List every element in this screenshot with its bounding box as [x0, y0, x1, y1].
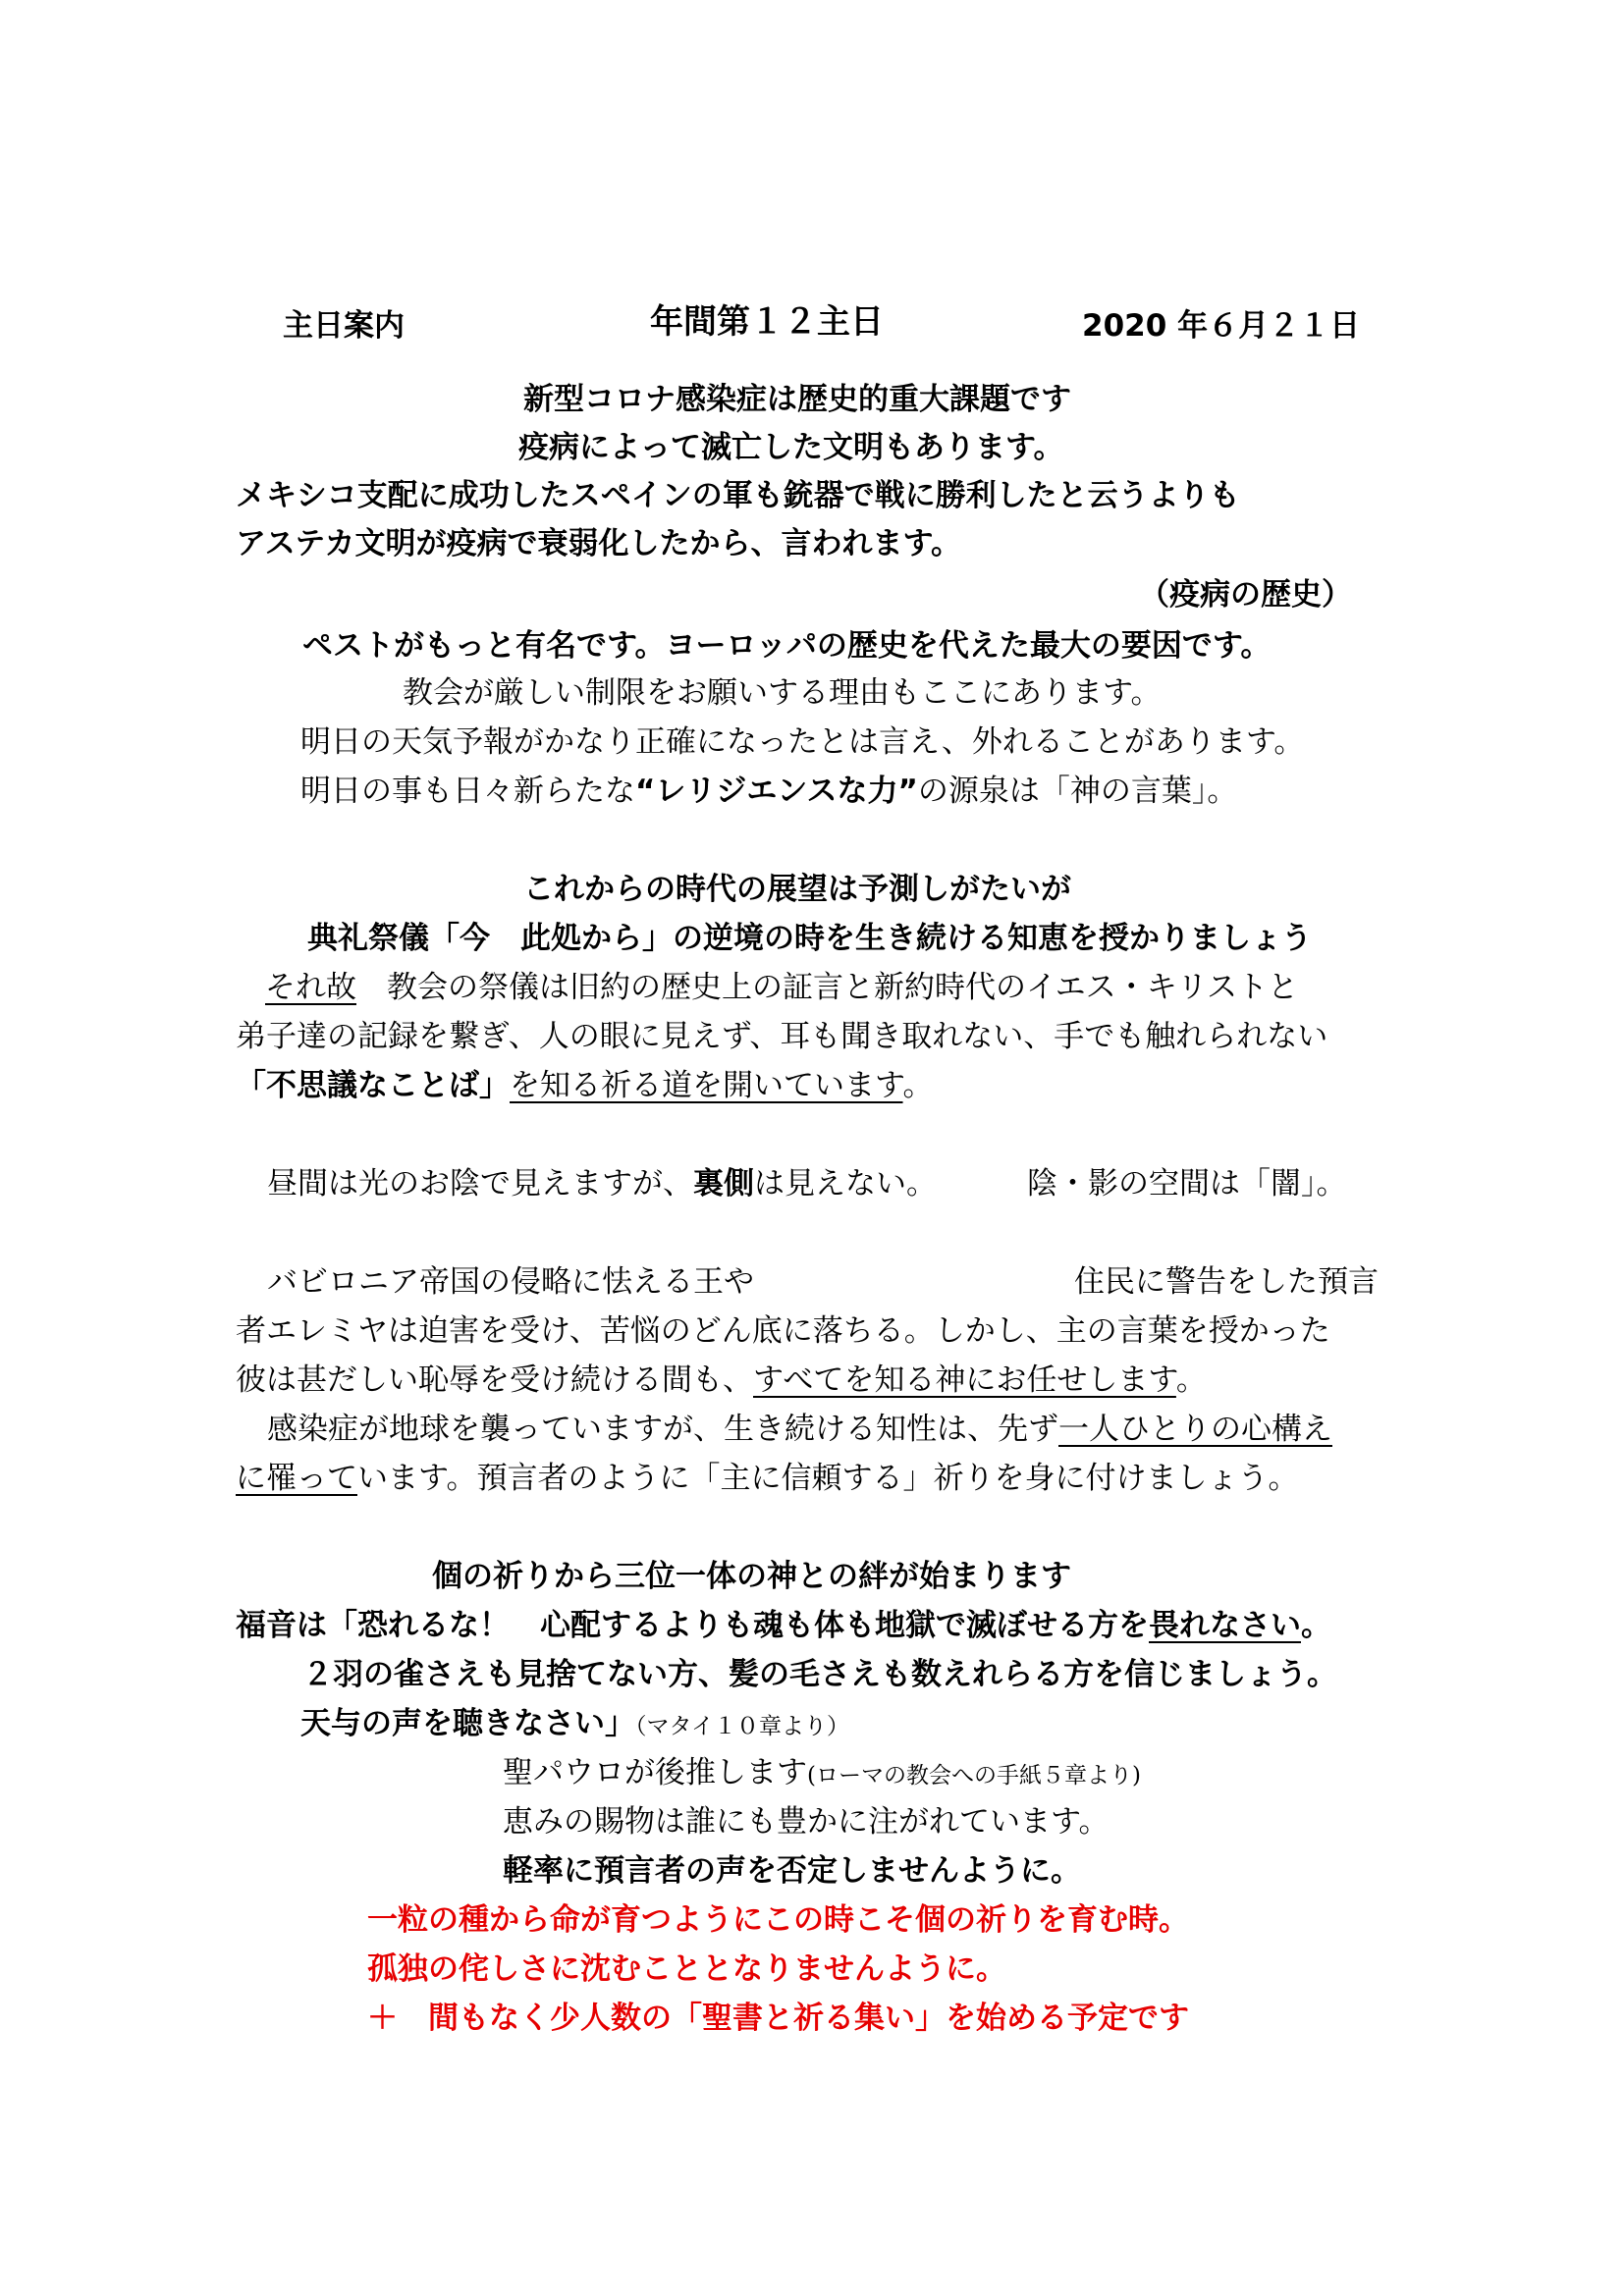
text-line: [236, 1459, 1299, 1498]
text-line: 住民に警告をした預言: [1074, 1264, 1379, 1300]
source-note: （疫病の歴史）: [1139, 577, 1352, 613]
text-line: アステカ文明が疫病で衰弱化したから、言われます。: [236, 526, 962, 561]
text-segment: は見えない。: [754, 1166, 937, 1201]
text-segment: 聖パウロが後推します: [503, 1755, 807, 1790]
text-segment: 教会の祭儀は旧約の歴史上の証言と新約時代のイエス・キリストと: [356, 970, 1299, 1005]
text-line: 恵みの賜物は誰にも豊かに注がれています。: [503, 1804, 1110, 1840]
text-line: メキシコ支配に成功したスペインの軍も銃器で戦に勝利したと云うよりも: [236, 478, 1240, 513]
text-segment: 彼は甚だしい恥辱を受け続ける間も、: [236, 1362, 753, 1398]
text-segment: 昼間は光のお陰で見えますが、: [267, 1166, 693, 1201]
text-segment: すべてを知る神にお任せします: [753, 1362, 1176, 1398]
text-segment: 天与の声を聴きなさい」: [300, 1706, 635, 1741]
citation: (ローマの教会への手紙５章より): [807, 1763, 1141, 1789]
text-line: 者エレミヤは迫害を受け、苦悩のどん底に落ちる。しかし、主の言葉を授かった: [236, 1313, 1330, 1349]
text-line: 明日の天気予報がかなり正確になったとは言え、外れることがあります。: [300, 724, 1305, 760]
text-line: [236, 1066, 934, 1105]
text-line: [267, 1410, 1332, 1449]
text-line: ２羽の雀さえも見捨てない方、髪の毛さえも数えれらる方を信じましょう。: [302, 1657, 1337, 1692]
announcement: ＋ 間もなく少人数の「聖書と祈る集い」を始める予定です: [367, 2001, 1189, 2036]
text-line: ペストがもっと有名です。ヨーロッパの歴史を代えた最大の要因です。: [302, 628, 1272, 664]
text-segment: それ故: [265, 970, 356, 1005]
section-heading: 典礼祭儀「今 此処から」の逆境の時を生き続ける知恵を授かりましょう: [307, 921, 1312, 956]
text-line: [300, 1704, 849, 1746]
text-line: 軽率に預言者の声を否定しませんように。: [503, 1853, 1081, 1889]
date: 2020 年６月２１日: [1082, 308, 1361, 344]
text-segment: の源泉は「神の言葉」。: [917, 774, 1238, 809]
text-line: [236, 1361, 1207, 1400]
text-line: [267, 1164, 937, 1203]
text-segment: に罹って: [236, 1461, 357, 1496]
text-segment: 感染症が地球を襲っていますが、生き続ける知性は、先ず: [267, 1412, 1058, 1447]
red-text-line: 一粒の種から命が育つようにこの時こそ個の祈りを育む時。: [367, 1902, 1189, 1938]
text-segment: 。: [1301, 1608, 1331, 1643]
text-line: [300, 772, 1237, 811]
text-segment: います。預言者のように「主に信頼する」祈りを身に付けましょう。: [357, 1461, 1299, 1496]
citation: （マタイ１０章より）: [635, 1714, 850, 1739]
text-segment: 「不思議なことば」: [236, 1068, 510, 1103]
section-heading: これからの時代の展望は予測しがたいが: [523, 872, 1071, 907]
page-title: 年間第１２主日: [650, 302, 884, 342]
text-line: [503, 1753, 1141, 1795]
headline-2: 疫病によって滅亡した文明もあります。: [518, 430, 1064, 465]
text-segment: 明日の事も日々新らたな: [300, 774, 635, 809]
headline-1: 新型コロナ感染症は歴史的重大課題です: [523, 382, 1071, 417]
text-segment: 裏側: [693, 1166, 754, 1201]
emphasis-resilience: “レリジエンスな力”: [635, 774, 918, 809]
text-line: 陰・影の空間は「闇」。: [1027, 1166, 1347, 1201]
text-segment: 。: [1175, 1362, 1207, 1398]
text-line: [236, 1606, 1331, 1645]
text-segment: 畏れなさい: [1149, 1608, 1301, 1643]
header-label: 主日案内: [283, 308, 405, 344]
text-line: バビロニア帝国の侵略に怯える王や: [267, 1264, 754, 1300]
text-segment: 福音は「恐れるな！ 心配するよりも魂も体も地獄で滅ぼせる方を: [236, 1608, 1149, 1643]
red-text-line: 孤独の侘しさに沈むこととなりませんように。: [367, 1951, 1006, 1987]
text-segment: を知る祈る道を開いています: [510, 1068, 903, 1103]
section-heading: 個の祈りから三位一体の神との絆が始まります: [432, 1559, 1071, 1594]
text-line: 弟子達の記録を繋ぎ、人の眼に見えず、耳も聞き取れない、手でも触れられない: [236, 1019, 1328, 1054]
text-segment: 。: [902, 1068, 934, 1103]
text-line: 教会が厳しい制限をお願いする理由もここにあります。: [403, 675, 1162, 711]
text-segment: 一人ひとりの心構え: [1058, 1412, 1332, 1447]
text-line: [265, 968, 1298, 1007]
